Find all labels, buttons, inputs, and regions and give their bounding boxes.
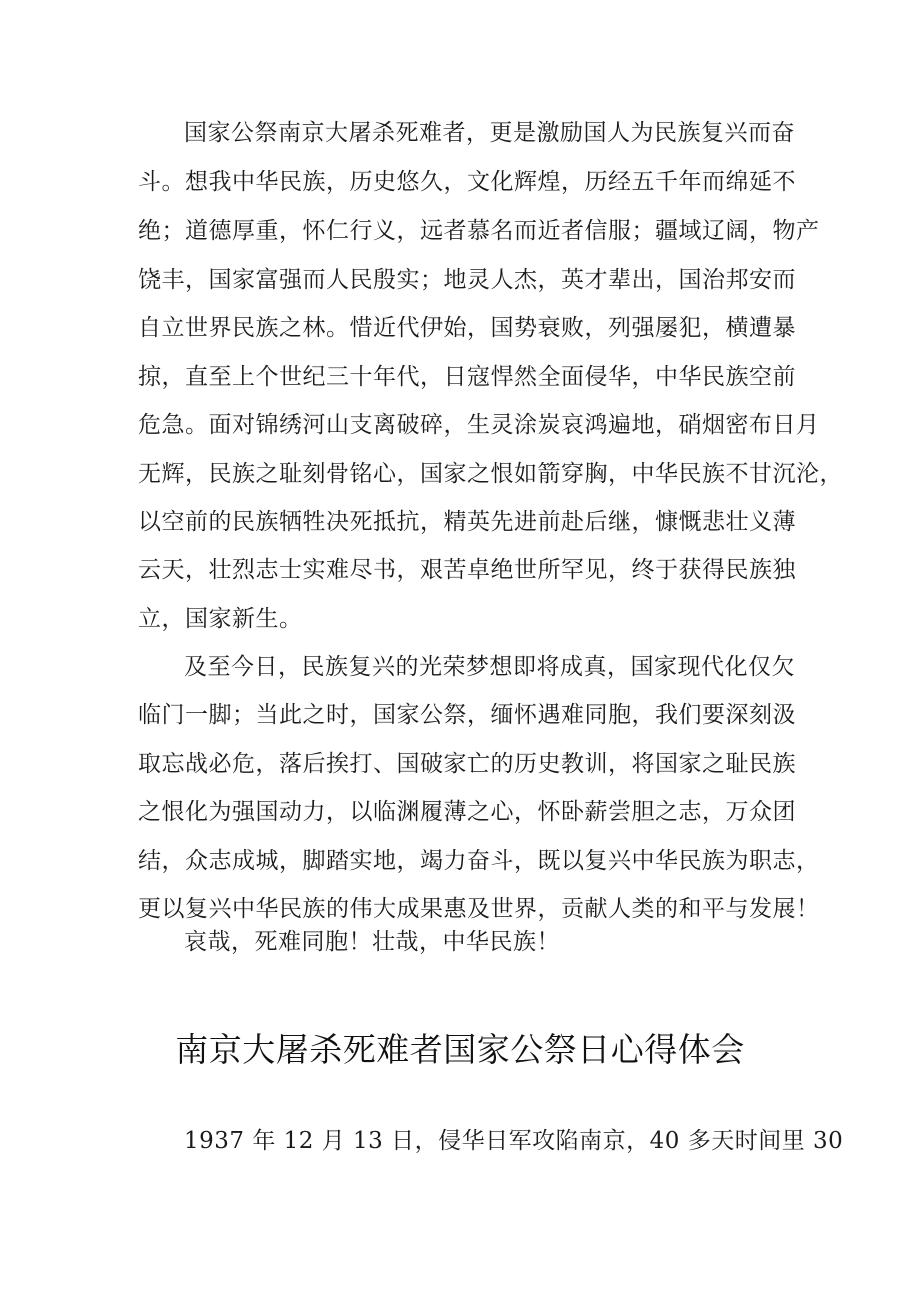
paragraph-2-line-6: 更以复兴中华民族的伟大成果惠及世界，贡献人类的和平与发展！ — [138, 896, 820, 922]
paragraph-1-line-11: 立，国家新生。 — [138, 606, 303, 632]
paragraph-3-line-1: 哀哉，死难同胞！壮哉，中华民族！ — [184, 929, 560, 955]
paragraph-1-line-10: 云天，壮烈志士实难尽书，艰苦卓绝世所罕见，终于获得民族独 — [138, 557, 796, 583]
paragraph-2-line-5: 结，众志成城，脚踏实地，竭力奋斗，既以复兴中华民族为职志， — [138, 848, 820, 874]
paragraph-2-line-2: 临门一脚；当此之时，国家公祭，缅怀遇难同胞，我们要深刻汲 — [138, 702, 796, 728]
paragraph-1-line-2: 斗。想我中华民族，历史悠久，文化辉煌，历经五千年而绵延不 — [138, 169, 796, 195]
paragraph-2-line-3: 取忘战必危，落后挨打、国破家亡的历史教训，将国家之耻民族 — [138, 751, 796, 777]
paragraph-1-line-9: 以空前的民族牺牲决死抵抗，精英先进前赴后继，慷慨悲壮义薄 — [138, 509, 796, 535]
paragraph-2-line-4: 之恨化为强国动力，以临渊履薄之心，怀卧薪尝胆之志，万众团 — [138, 799, 796, 825]
paragraph-1-line-7: 危急。面对锦绣河山支离破碎，生灵涂炭哀鸿遍地，硝烟密布日月 — [138, 412, 820, 438]
next-paragraph-line-1: 1937 年 12 月 13 日，侵华日军攻陷南京，40 多天时间里 30 — [184, 1128, 844, 1154]
section-heading: 南京大屠杀死难者国家公祭日心得体会 — [175, 1030, 745, 1069]
paragraph-1-line-6: 掠，直至上个世纪三十年代，日寇悍然全面侵华，中华民族空前 — [138, 364, 796, 390]
paragraph-2-line-1: 及至今日，民族复兴的光荣梦想即将成真，国家现代化仅欠 — [184, 654, 795, 680]
paragraph-1-line-8: 无辉，民族之耻刻骨铭心，国家之恨如箭穿胸，中华民族不甘沉沦， — [138, 461, 843, 487]
paragraph-1-line-4: 饶丰，国家富强而人民殷实；地灵人杰，英才辈出，国治邦安而 — [138, 267, 796, 293]
paragraph-1-line-5: 自立世界民族之林。惜近代伊始，国势衰败，列强屡犯，横遭暴 — [138, 315, 796, 341]
paragraph-1-line-3: 绝；道德厚重，怀仁行义，远者慕名而近者信服；疆域辽阔，物产 — [138, 218, 820, 244]
paragraph-1-line-1: 国家公祭南京大屠杀死难者，更是激励国人为民族复兴而奋 — [184, 120, 795, 146]
